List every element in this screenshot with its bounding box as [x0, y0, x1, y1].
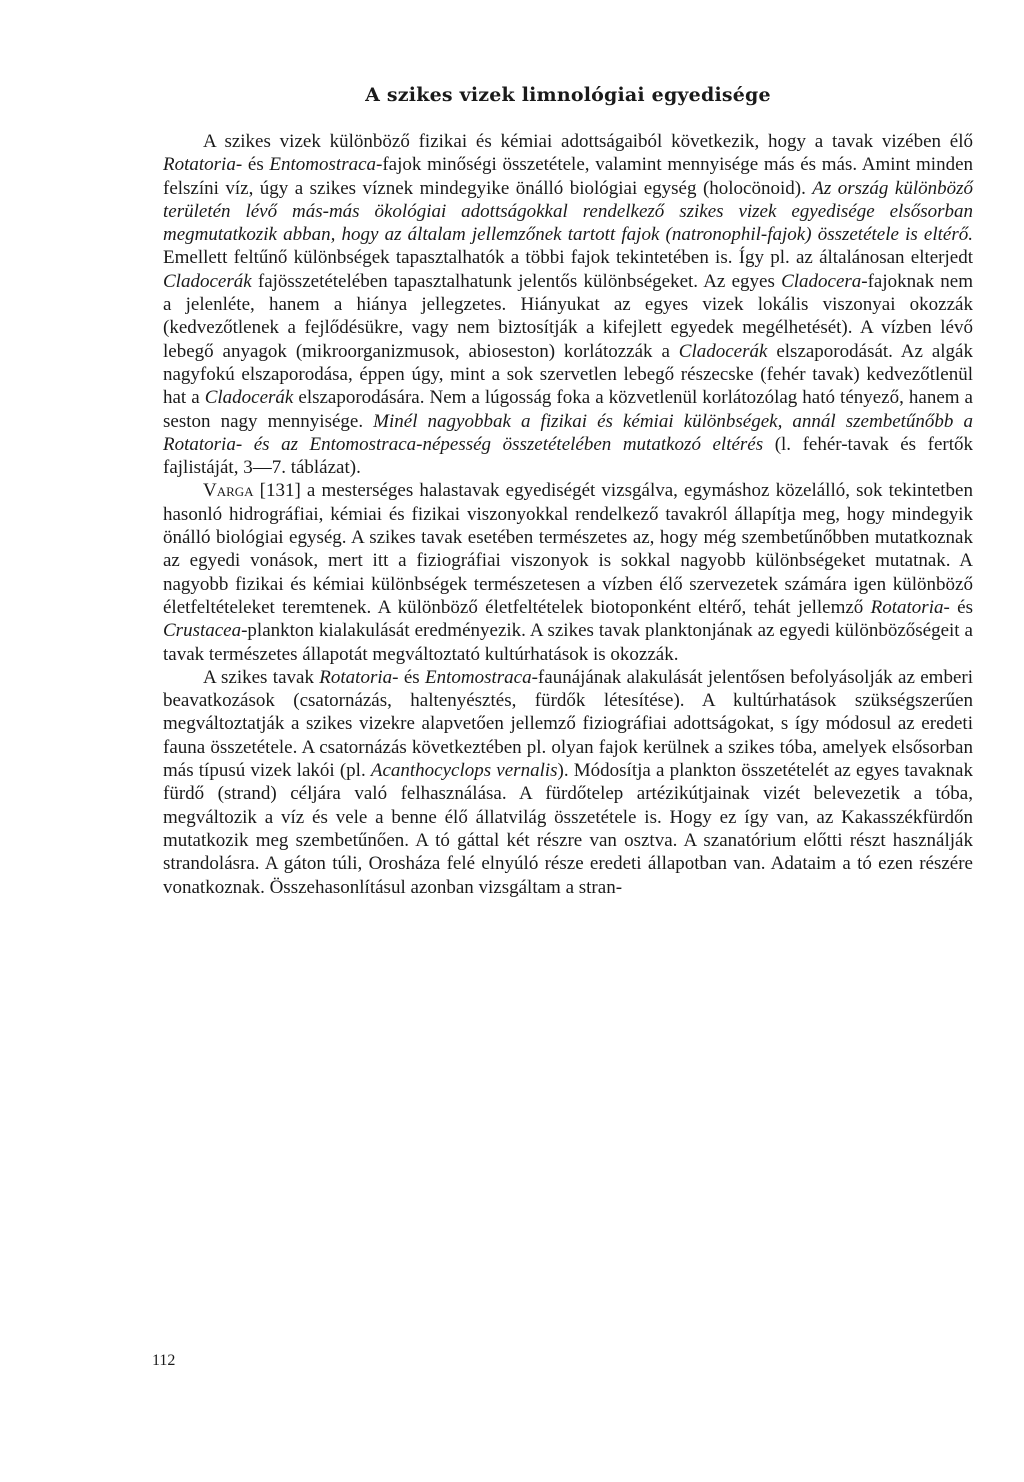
- text-run: -faunájának alakulását jelentősen befolyásolják az emberi beavatkozások (csatornázás, haltenyésztés, fürdők létesítése). A kultúrhatások szükségszerűen megváltoztatják a szikes vizekre alapvetően jellemző fiziográfiai adottságokat, s így módosul az eredeti fauna összetétele. A csatornázás következtében pl. olyan fajok kerülnek a szikes tóba, amelyek elsősorban más típusú vizek lakói (pl.: [163, 666, 973, 782]
- text-run: Crustacea: [163, 620, 242, 642]
- text-run: Rotatoria: [319, 666, 393, 688]
- text-run: Acanthocyclops vernalis: [370, 760, 558, 782]
- text-run: -plankton kialakulását eredményezik. A szikes tavak planktonjának az egyedi különbözőségeit a tavak természetes állapotát megváltoztató kultúrhatások is okozzák.: [163, 620, 973, 665]
- text-run: Cladocera: [781, 270, 862, 292]
- paragraph-3: [163, 666, 973, 899]
- text-run: A szikes vizek különböző fizikai és kémiai adottságaiból következik, hogy a tavak vizében élő: [203, 131, 973, 152]
- text-run: elszaporodását. Az algák nagyfokú elszaporodása, éppen úgy, mint a sok szervetlen lebegő részecske (fehér tavak) kedvezőtlenül hat a: [163, 340, 973, 409]
- text-run: (l. fehér-tavak és fertők fajlistáját, 3—7. táblázat).: [163, 433, 973, 479]
- text-run: Rotatoria: [870, 596, 944, 618]
- text-run: Minél nagyobbak a fizikai és kémiai különbségek, annál szembetűnőbb a Rotatoria- és az Entomostraca-népesség összetételében mutatkozó eltérés: [163, 410, 973, 455]
- page-title: A szikes vizek limnológiai egyedisége: [365, 84, 771, 106]
- text-run: elszaporodására. Nem a lúgosság foka a közvetlenül korlátozólag ható tényező, hanem a seston nagy mennyisége.: [163, 387, 973, 432]
- text-run: fajösszetételében tapasztalhatunk jelentős különbségeket. Az egyes: [251, 270, 782, 292]
- text-run: Emellett feltűnő különbségek tapasztalhatók a többi fajok tekintetében is. Így pl. az általánosan elterjedt: [163, 247, 973, 269]
- text-run: - és: [235, 154, 270, 176]
- text-run: ). Módosítja a plankton összetételét az egyes tavaknak fürdő (strand) céljára való felhasználása. A fürdőtelep artézikútjainak vizét belevezetik a tóba, megváltozik a víz és vele a benne élő állatvilág összetétele is. Hogy ez így van, az Kakasszékfürdőn mutatkozik meg szembetűnően. A tó gáttal két részre van osztva. A szanatórium előtti részt használják strandolásra. A gáton túli, Orosháza felé elnyúló része eredeti állapotban van. Adataim a tó ezen részére vonatkoznak. Összehasonlításul azonban vizsgáltam a stran-: [163, 760, 973, 898]
- text-run: -fajoknak nem a jelenléte, hanem a hiánya jellegzetes. Hiányukat az egyes vizek lokális viszonyai okozzák (kedvezőtlenek a fejlődésükre, vagy nem biztosítják a kifejlett egyedek megélhetését). A vízben lévő lebegő anyagok (mikroorganizmusok, abioseston) korlátozzák a: [163, 270, 974, 362]
- text-run: -fajok minőségi összetétele, valamint mennyisége más és más. Amint minden felszíni víz, úgy a szikes víznek mindegyike önálló biológiai egység (holocönoid).: [163, 154, 974, 199]
- text-run: Entomostraca: [425, 666, 532, 688]
- text-run: Varga: [203, 480, 254, 502]
- document-page: [163, 84, 973, 1424]
- text-run: Az ország különböző területén lévő más-más ökológiai adottságokkal rendelkező szikes vizek egyedisége elsősorban megmutatkozik abban, hogy az általam jellemzőnek tartott fajok (natronophil-fajok) összetétele is eltérő.: [163, 177, 973, 246]
- text-run: [131] a mesterséges halastavak egyediségét vizsgálva, egymáshoz közelálló, sok tekintetben hasonló hidrográfiai, kémiai és fizikai viszonyokkal rendelkező tavakról állapítja meg, hogy mindegyik önálló biológiai egység. A szikes tavak esetében természetes az, hogy még szembetűnőbben mutatkoznak az egyedi vonások, mert itt a fiziográfiai viszonyok is sokkal nagyobb különbségeket mutatnak. A nagyobb fizikai és kémiai különbségek természetesen a vízben élő szervezetek számára igen különböző életfeltételeket teremtenek. A különböző életfeltételek biotoponként eltérő, tehát jellemző: [163, 480, 973, 618]
- text-run: - és: [943, 596, 973, 618]
- text-run: Entomostraca: [269, 154, 377, 176]
- text-run: Rotatoria: [163, 154, 236, 176]
- page-number: 112: [152, 1352, 176, 1369]
- paragraph-2: [163, 479, 973, 665]
- paragraph-1: [163, 130, 973, 479]
- text-run: Cladocerák: [163, 270, 252, 292]
- text-run: - és: [392, 666, 425, 688]
- text-run: Cladocerák: [678, 340, 768, 362]
- text-run: A szikes tavak: [203, 666, 320, 688]
- text-run: Cladocerák: [204, 387, 294, 409]
